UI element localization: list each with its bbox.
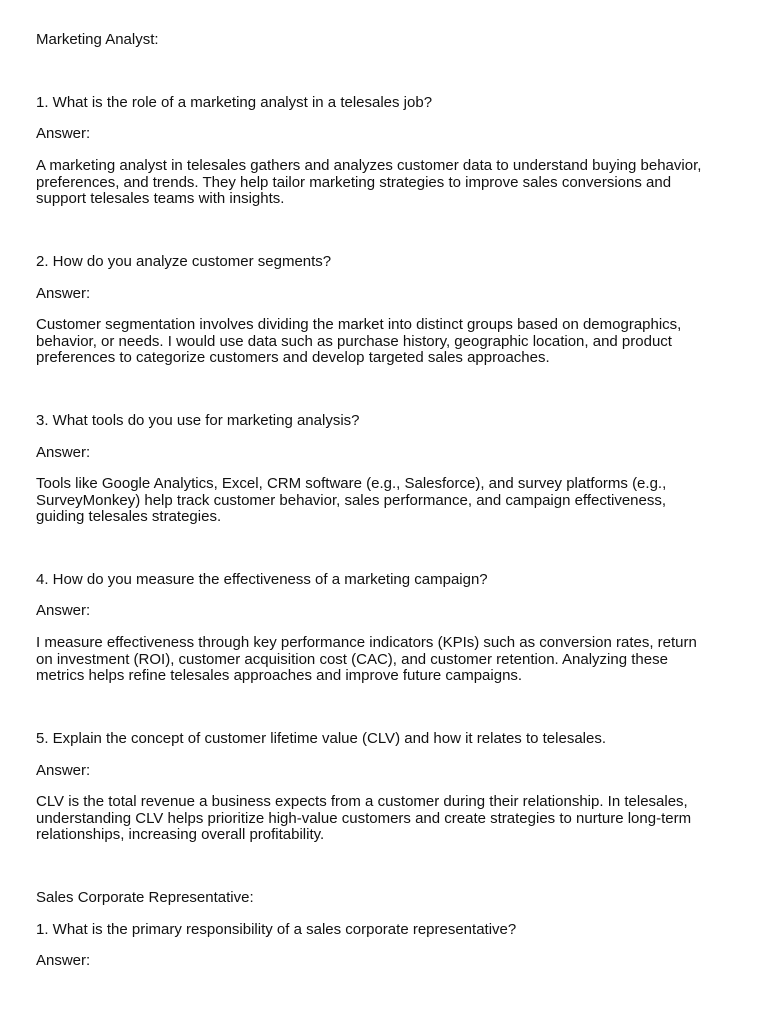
answer-text: CLV is the total revenue a business expects from a customer during their relationship. In telesales, understanding CLV helps prioritize high-value customers and create strategies to nurture long-term relationships, increasing overall profitability. [36, 793, 692, 843]
section-title: Sales Corporate Representative: [36, 889, 254, 906]
answer-label: Answer: [36, 602, 91, 619]
question: 1. What is the primary responsibility of a sales corporate representative? [36, 921, 517, 938]
answer-label: Answer: [36, 762, 91, 779]
answer-text: I measure effectiveness through key performance indicators (KPIs) such as conversion rates, return on investment (ROI), customer acquisition cost (CAC), and customer retention. Analyzing these metrics helps refine telesales approaches and improve future campaigns. [36, 634, 697, 684]
answer-text: Customer segmentation involves dividing the market into distinct groups based on demographics, behavior, or needs. I would use data such as purchase history, geographic location, and product preferences to categorize customers and develop targeted sales approaches. [36, 316, 682, 366]
question: 1. What is the role of a marketing analyst in a telesales job? [36, 94, 433, 111]
section-title: Marketing Analyst: [36, 31, 159, 48]
answer-label: Answer: [36, 952, 91, 969]
answer-text: Tools like Google Analytics, Excel, CRM software (e.g., Salesforce), and survey platforms (e.g., SurveyMonkey) help track customer behavior, sales performance, and campaign effectiveness, guiding telesales strategies. [36, 475, 667, 525]
answer-label: Answer: [36, 444, 91, 461]
answer-label: Answer: [36, 125, 91, 142]
question: 3. What tools do you use for marketing analysis? [36, 412, 360, 429]
answer-text: A marketing analyst in telesales gathers and analyzes customer data to understand buying behavior, preferences, and trends. They help tailor marketing strategies to improve sales conversions and support telesales teams with insights. [36, 157, 702, 207]
question: 2. How do you analyze customer segments? [36, 253, 332, 270]
question: 5. Explain the concept of customer lifetime value (CLV) and how it relates to telesales. [36, 730, 607, 747]
question: 4. How do you measure the effectiveness of a marketing campaign? [36, 571, 488, 588]
answer-label: Answer: [36, 285, 91, 302]
